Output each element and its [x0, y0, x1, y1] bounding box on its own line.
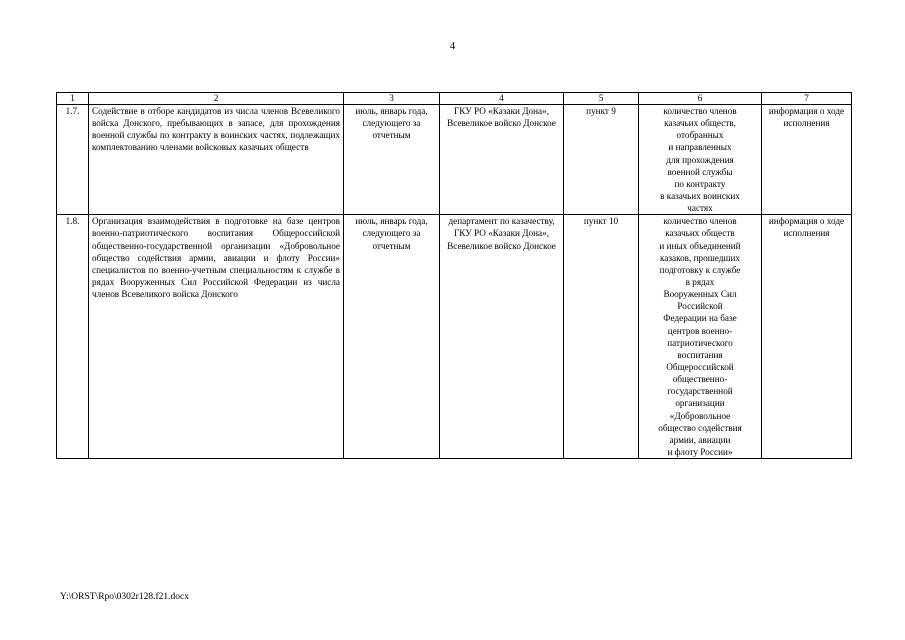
indicator-line: Общероссийской: [666, 361, 734, 372]
indicator-line: количество членов: [663, 216, 737, 227]
indicator-line: организации: [675, 398, 725, 409]
row-number: 1.7.: [57, 105, 89, 215]
deadline-cell: июль, январь года, следующего за отчетным: [344, 105, 440, 215]
footer-file-path: Y:\ORST\Rpo\0302r128.f21.docx: [60, 592, 189, 602]
indicator-line: военной службы: [667, 166, 733, 177]
indicator-line: по контракту: [674, 178, 726, 189]
indicator-line: для прохождения: [666, 154, 734, 165]
indicator-line: и направленных: [668, 142, 732, 153]
indicator-line: казачьих обществ,: [664, 118, 736, 129]
indicator-line: частях: [687, 203, 713, 214]
indicator-cell: [639, 215, 762, 459]
action-cell: Содействие в отборе кандидатов из числа членов Всевеликого войска Донского, пребывающих в запасе, для прохождения военной службы по контракту в воинских частях, подлежащих комплектованию членами войсковых казачьих обществ: [89, 105, 344, 215]
plan-table: [56, 92, 852, 459]
col-header: 6: [639, 93, 762, 105]
table-row: [57, 215, 852, 459]
indicator-line: Российской: [677, 301, 723, 312]
executor-cell: ГКУ РО «Казаки Дона», Всевеликое войско Донское: [440, 105, 564, 215]
col-header: 5: [564, 93, 639, 105]
indicator-line: отобранных: [676, 130, 724, 141]
indicator-line: подготовку к службе: [659, 264, 741, 275]
indicator-line: казачьих обществ: [665, 228, 735, 239]
col-header: 1: [57, 93, 89, 105]
indicator-line: армии, авиации: [669, 434, 731, 445]
indicator-line: центров военно-: [667, 325, 733, 336]
col-header: 4: [440, 93, 564, 105]
indicator-line: Вооруженных Сил: [663, 289, 737, 300]
action-cell: Организация взаимодействия в подготовке на базе центров военно-патриотического воспитания Общероссийской общественно-государственной организации «Добровольное общество содействия армии, авиации и флоту России» специалистов по военно-учетным специальностям к службе в рядах Вооруженных Сил Российской Федерации из числа членов Всевеликого войска Донского: [89, 215, 344, 459]
deadline-cell: июль, январь года, следующего за отчетным: [344, 215, 440, 459]
indicator-line: общество содействия: [658, 422, 742, 433]
result-cell: информация о ходе исполнения: [762, 215, 852, 459]
result-cell: информация о ходе исполнения: [762, 105, 852, 215]
indicator-line: и флоту России»: [667, 446, 733, 457]
indicator-line: общественно-: [672, 374, 728, 385]
executor-cell: департамент по казачеству, ГКУ РО «Казаки Дона», Всевеликое войско Донское: [440, 215, 564, 459]
indicator-line: патриотического: [667, 337, 733, 348]
indicator-line: государственной: [667, 386, 733, 397]
indicator-line: «Добровольное: [669, 410, 731, 421]
indicator-line: казаков, прошедших: [659, 252, 741, 263]
program-point-cell: пункт 10: [564, 215, 639, 459]
indicator-line: и иных объединений: [659, 240, 741, 251]
indicator-line: воспитания: [677, 349, 723, 360]
indicator-cell: [639, 105, 762, 215]
indicator-line: Федерации на базе: [663, 313, 737, 324]
table-row: [57, 105, 852, 215]
indicator-line: в рядах: [685, 276, 715, 287]
row-number: 1.8.: [57, 215, 89, 459]
header-row: [57, 93, 852, 105]
col-header: 3: [344, 93, 440, 105]
indicator-line: в казачьих воинских: [660, 190, 740, 201]
col-header: 2: [89, 93, 344, 105]
page-number: 4: [449, 40, 456, 52]
indicator-line: количество членов: [663, 106, 737, 116]
col-header: 7: [762, 93, 852, 105]
program-point-cell: пункт 9: [564, 105, 639, 215]
